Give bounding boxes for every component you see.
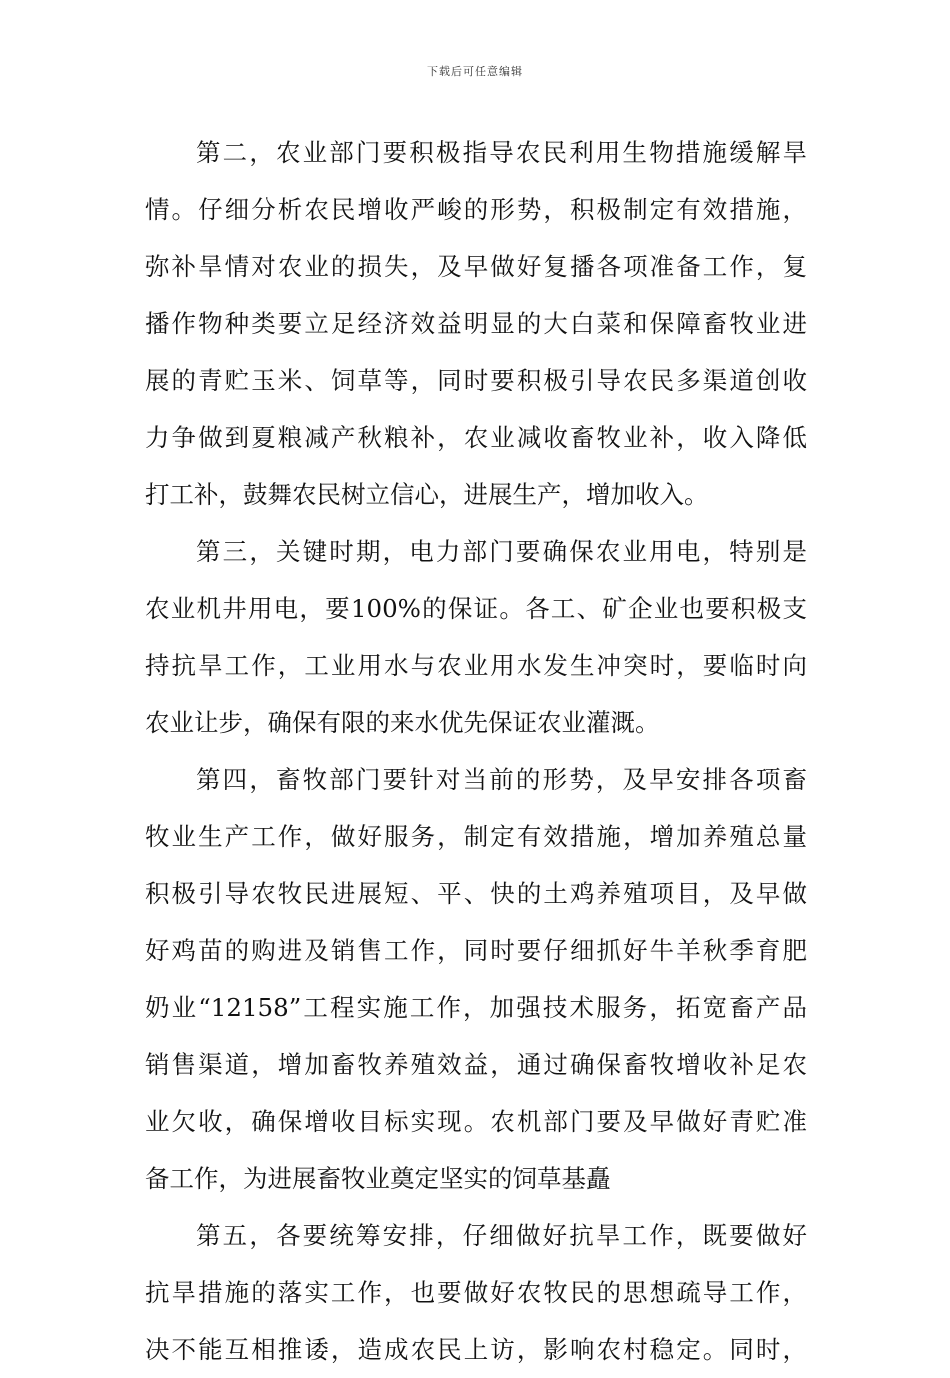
paragraph-line: 积极引导农牧民进展短、平、快的土鸡养殖项目，及早做 — [145, 879, 807, 908]
document-body — [145, 124, 807, 1378]
paragraph-line: 业欠收，确保增收目标实现。农机部门要及早做好青贮准 — [145, 1107, 807, 1136]
paragraph-line: 第四，畜牧部门要针对当前的形势，及早安排各项畜 — [196, 765, 807, 794]
paragraph-line: 农业让步，确保有限的来水优先保证农业灌溉。 — [145, 708, 660, 737]
paragraph-line: 销售渠道，增加畜牧养殖效益，通过确保畜牧增收补足农 — [145, 1050, 807, 1079]
paragraph-line: 播作物种类要立足经济效益明显的大白菜和保障畜牧业进 — [145, 309, 807, 338]
paragraph-line: 好鸡苗的购进及销售工作，同时要仔细抓好牛羊秋季育肥 — [145, 936, 807, 965]
paragraph-line: 农业机井用电，要100%的保证。各工、矿企业也要积极支 — [145, 594, 807, 623]
paragraph-line: 展的青贮玉米、饲草等，同时要积极引导农民多渠道创收 — [145, 366, 807, 395]
paragraph-line: 备工作，为进展畜牧业奠定坚实的饲草基矗 — [145, 1164, 611, 1193]
paragraph-line: 第五，各要统筹安排，仔细做好抗旱工作，既要做好 — [196, 1221, 807, 1250]
paragraph-line: 牧业生产工作，做好服务，制定有效措施，增加养殖总量 — [145, 822, 807, 851]
paragraph-line: 弥补旱情对农业的损失，及早做好复播各项准备工作，复 — [145, 252, 807, 281]
paragraph-line: 第三，关键时期，电力部门要确保农业用电，特别是 — [196, 537, 807, 566]
paragraph-line: 决不能互相推诿，造成农民上访，影响农村稳定。同时， — [145, 1335, 807, 1364]
paragraph-line: 第二，农业部门要积极指导农民利用生物措施缓解旱 — [196, 138, 807, 167]
page-header-note: 下载后可任意编辑 — [427, 65, 523, 78]
paragraph-line: 打工补，鼓舞农民树立信心，进展生产，增加收入。 — [145, 480, 709, 509]
paragraph-line: 力争做到夏粮减产秋粮补，农业减收畜牧业补，收入降低 — [145, 423, 807, 452]
paragraph-line: 抗旱措施的落实工作，也要做好农牧民的思想疏导工作， — [145, 1278, 807, 1307]
paragraph-line: 奶业“12158”工程实施工作，加强技术服务，拓宽畜产品 — [145, 993, 807, 1022]
paragraph-line: 持抗旱工作，工业用水与农业用水发生冲突时，要临时向 — [145, 651, 807, 680]
paragraph-line: 情。仔细分析农民增收严峻的形势，积极制定有效措施， — [145, 195, 807, 224]
